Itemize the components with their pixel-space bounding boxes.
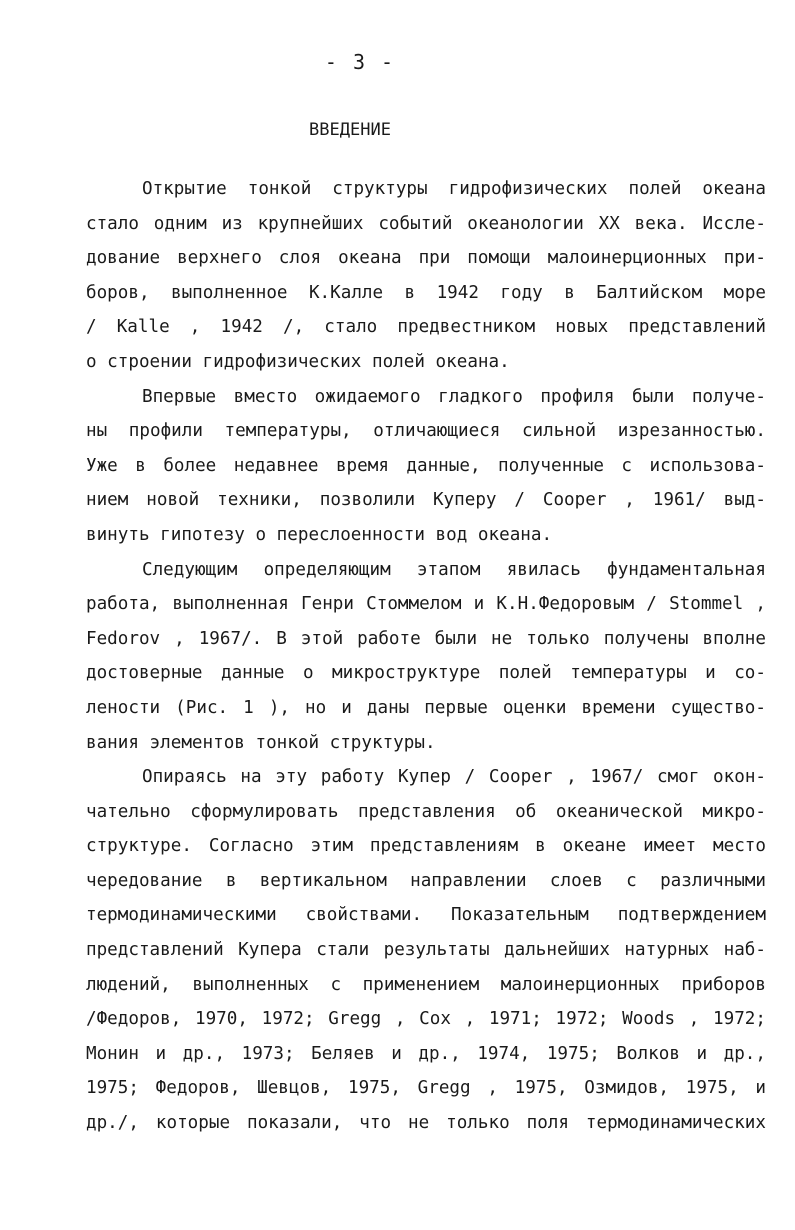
text-line: др./, которые показали, что не только поля термодинамических — [86, 1113, 766, 1134]
text-line: / Kalle , 1942 /, стало предвестником новых представлений — [86, 317, 766, 338]
text-line: Fedorov , 1967/. В этой работе были не только получены вполне — [86, 628, 766, 649]
text-line: лености (Рис. 1 ), но и даны первые оценки времени существо- — [86, 697, 766, 718]
text-line: дование верхнего слоя океана при помощи малоинерционных при- — [86, 248, 766, 269]
text-line: ны профили температуры, отличающиеся сильной изрезанностью. — [86, 421, 766, 442]
text-line: Уже в более недавнее время данные, полученные с использова- — [86, 455, 766, 476]
text-line: термодинамическими свойствами. Показательным подтверждением — [86, 905, 766, 926]
text-line: Открытие тонкой структуры гидрофизических полей океана — [142, 179, 766, 199]
text-line: достоверные данные о микроструктуре полей температуры и со- — [86, 663, 766, 684]
text-line: 1975; Федоров, Шевцов, 1975, Gregg , 1975, Озмидов, 1975, и — [86, 1078, 766, 1099]
text-line: работа, выполненная Генри Стоммелом и К.Н.Федоровым / Stommel , — [86, 594, 766, 615]
text-line: о строении гидрофизических полей океана. — [86, 351, 510, 372]
body-text — [86, 172, 766, 1141]
text-line: боров, выполненное К.Калле в 1942 году в Балтийском море — [86, 282, 766, 303]
page-number: - 3 - — [324, 50, 396, 74]
text-line: Следующим определяющим этапом явилась фундаментальная — [142, 559, 766, 580]
section-heading: ВВЕДЕНИЕ — [309, 120, 391, 140]
text-line: Впервые вместо ожидаемого гладкого профиля были получе- — [142, 386, 766, 407]
text-line: стало одним из крупнейших событий океанологии XX века. Иссле- — [86, 213, 766, 234]
text-line: чередование в вертикальном направлении слоев с различными — [86, 870, 766, 891]
text-line: чательно сформулировать представления об океанической микро- — [86, 801, 766, 822]
text-line: винуть гипотезу о переслоенности вод океана. — [86, 524, 553, 545]
text-line: людений, выполненных с применением малоинерционных приборов — [86, 974, 766, 995]
text-line: Опираясь на эту работу Купер / Cooper , 1967/ смог окон- — [142, 767, 766, 788]
text-line: вания элементов тонкой структуры. — [86, 732, 436, 753]
text-line: Монин и др., 1973; Беляев и др., 1974, 1975; Волков и др., — [86, 1043, 766, 1064]
text-line: структуре. Согласно этим представлениям в океане имеет место — [86, 836, 766, 857]
text-line: представлений Купера стали результаты дальнейших натурных наб- — [86, 940, 766, 961]
text-line: нием новой техники, позволили Куперу / Cooper , 1961/ выд- — [86, 490, 766, 511]
text-line: /Федоров, 1970, 1972; Gregg , Cox , 1971; 1972; Woods , 1972; — [86, 1009, 766, 1030]
